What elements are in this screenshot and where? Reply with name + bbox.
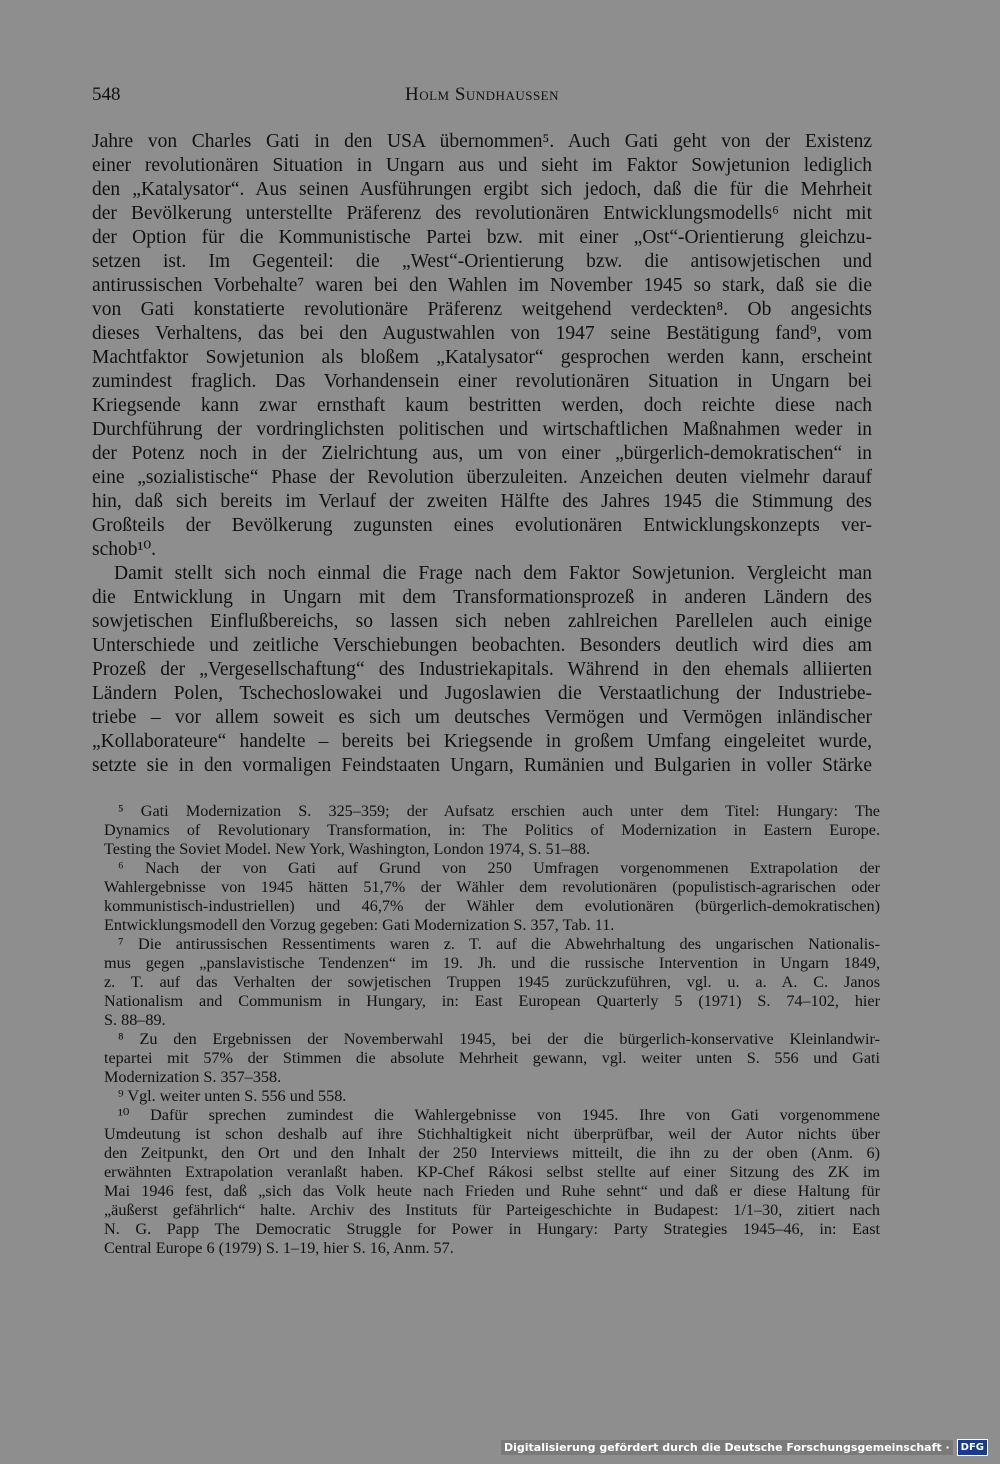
body-line: Kriegsende kann zwar ernsthaft kaum bestritten werden, doch reichte diese nach [92,395,872,416]
footnote-line: mus gegen „panslavistische Tendenzen“ im 19. Jh. und die russische Intervention in Ungarn 1849, [104,954,880,972]
running-head: Holm Sundhaussen [404,84,560,105]
body-line: sowjetischen Einflußbereichs, so lassen sich neben zahlreichen Parellelen auch einige [92,611,872,632]
page-header [92,84,872,110]
footnote-line: Mai 1946 fest, daß „sich das Volk heute nach Frieden und Ruhe sehnt“ und daß er diese Haltung für [104,1182,880,1200]
body-line: hin, daß sich bereits im Verlauf der zweiten Hälfte des Jahres 1945 die Stimmung des [92,491,872,512]
body-line: Prozeß der „Vergesellschaftung“ des Industriekapitals. Während in den ehemals alliierten [92,659,872,680]
footnote-line: ¹⁰ Dafür sprechen zumindest die Wahlergebnisse von 1945. Ihre von Gati vorgenommene [118,1106,880,1124]
footnote-line: ⁶ Nach der von Gati auf Grund von 250 Umfragen vorgenommenen Extrapolation der [118,859,880,877]
body-line: die Entwicklung in Ungarn mit dem Transformationsprozeß in anderen Ländern des [92,587,872,608]
body-line: dieses Verhaltens, das bei den Augustwahlen von 1947 seine Bestätigung fand⁹, vom [92,323,872,344]
footnote-line: Umdeutung ist schon deshalb auf ihre Stichhaltigkeit nicht überprüfbar, weil der Autor nichts über [104,1125,880,1143]
footnote-line: N. G. Papp The Democratic Struggle for Power in Hungary: Party Strategies 1945–46, in: East [104,1220,880,1238]
body-line: Damit stellt sich noch einmal die Frage nach dem Faktor Sowjetunion. Vergleicht man [114,563,872,584]
body-line: der Bevölkerung unterstellte Präferenz des revolutionären Entwicklungsmodells⁶ nicht mit [92,203,872,224]
body-line: Jahre von Charles Gati in den USA übernommen⁵. Auch Gati geht von der Existenz [92,131,872,152]
footnote-line: Wahlergebnisse von 1945 hätten 51,7% der Wähler dem revolutionären (populistisch-agrarischen oder [104,878,880,896]
footnote-line: ⁷ Die antirussischen Ressentiments waren z. T. auf die Abwehrhaltung des ungarischen Nationalis- [118,935,880,953]
footnote-line: Dynamics of Revolutionary Transformation, in: The Politics of Modernization in Eastern Europe. [104,821,880,839]
footnote-line: Entwicklungsmodell den Vorzug gegeben: Gati Modernization S. 357, Tab. 11. [104,916,615,934]
body-line: Großteils der Bevölkerung zugunsten eines evolutionären Entwicklungskonzepts ver- [92,515,872,536]
body-line: triebe – vor allem soweit es sich um deutsches Vermögen und Vermögen inländischer [92,707,872,728]
footnote-line: tepartei mit 57% der Stimmen die absolute Mehrheit gewann, vgl. weiter unten S. 556 und Gati [104,1049,880,1067]
body-line: der Option für die Kommunistische Partei bzw. mit einer „Ost“-Orientierung gleichzu- [92,227,872,248]
body-line: einer revolutionären Situation in Ungarn aus und sieht im Faktor Sowjetunion lediglich [92,155,872,176]
footnote-line: erwähnten Extrapolation veranlaßt haben. KP-Chef Rákosi selbst stellte auf einer Sitzung des ZK im [104,1163,880,1181]
body-line: von Gati konstatierte revolutionäre Präferenz weitgehend verdeckten⁸. Ob angesichts [92,299,872,320]
body-line: Durchführung der vordringlichsten politischen und wirtschaftlichen Maßnahmen weder in [92,419,872,440]
body-line: Unterschiede und zeitliche Verschiebungen beobachten. Besonders deutlich wird dies am [92,635,872,656]
body-line: eine „sozialistische“ Phase der Revolution überzuleiten. Anzeichen deuten vielmehr darauf [92,467,872,488]
body-line: zumindest fraglich. Das Vorhandensein einer revolutionären Situation in Ungarn bei [92,371,872,392]
body-line: Ländern Polen, Tschechoslowakei und Jugoslawien die Verstaatlichung der Industriebe- [92,683,872,704]
body-line: den „Katalysator“. Aus seinen Ausführungen ergibt sich jedoch, daß die für die Mehrheit [92,179,872,200]
body-line: schob¹⁰. [92,539,157,560]
body-line: der Potenz noch in der Zielrichtung aus, um von einer „bürgerlich-demokratischen“ in [92,443,872,464]
body-line: „Kollaborateure“ handelte – bereits bei Kriegsende in großem Umfang eingeleitet wurde, [92,731,872,752]
page-number: 548 [92,84,121,105]
dfg-logo-icon: DFG [957,1439,988,1456]
footnote-line: Testing the Soviet Model. New York, Washington, London 1974, S. 51–88. [104,840,591,858]
digitization-credit: Digitalisierung gefördert durch die Deutsche Forschungsgemeinschaft · [501,1440,953,1455]
body-text [92,130,872,778]
footnote-line: ⁸ Zu den Ergebnissen der Novemberwahl 1945, bei der die bürgerlich-konservative Kleinlandwir- [118,1030,880,1048]
body-line: Machtfaktor Sowjetunion als bloßem „Katalysator“ gesprochen werden kann, erscheint [92,347,872,368]
body-line: setzen ist. Im Gegenteil: die „West“-Orientierung bzw. die antisowjetischen und [92,251,872,272]
body-line: antirussischen Vorbehalte⁷ waren bei den Wahlen im November 1945 so stark, daß sie die [92,275,872,296]
footnote-line: Nationalism and Communism in Hungary, in: East European Quarterly 5 (1971) S. 74–102, hier [104,992,880,1010]
footnote-line: kommunistisch-industriellen) und 46,7% der Wähler dem evolutionären (bürgerlich-demokratischen) [104,897,880,915]
footnote-line: z. T. auf das Verhalten der sowjetischen Truppen 1945 zurückzuführen, vgl. u. a. A. C. Janos [104,973,880,991]
footnote-line: ⁹ Vgl. weiter unten S. 556 und 558. [118,1087,347,1105]
digitization-credit-bar [501,1438,988,1456]
footnote-line: Central Europe 6 (1979) S. 1–19, hier S. 16, Anm. 57. [104,1239,454,1257]
footnotes [104,802,880,1258]
body-line: setzte sie in den vormaligen Feindstaaten Ungarn, Rumänien und Bulgarien in voller Stärke [92,755,872,776]
footnote-line: S. 88–89. [104,1011,166,1029]
footnote-line: ⁵ Gati Modernization S. 325–359; der Aufsatz erschien auch unter dem Titel: Hungary: The [118,802,880,820]
footnote-line: den Zeitpunkt, den Ort und den Inhalt der 250 Interviews mitteilt, die ihn zu der oben (Anm. 6) [104,1144,880,1162]
footnote-line: „äußerst gefährlich“ halte. Archiv des Instituts für Parteigeschichte in Budapest: 1/1–30, zitiert nach [104,1201,880,1219]
footnote-line: Modernization S. 357–358. [104,1068,282,1086]
